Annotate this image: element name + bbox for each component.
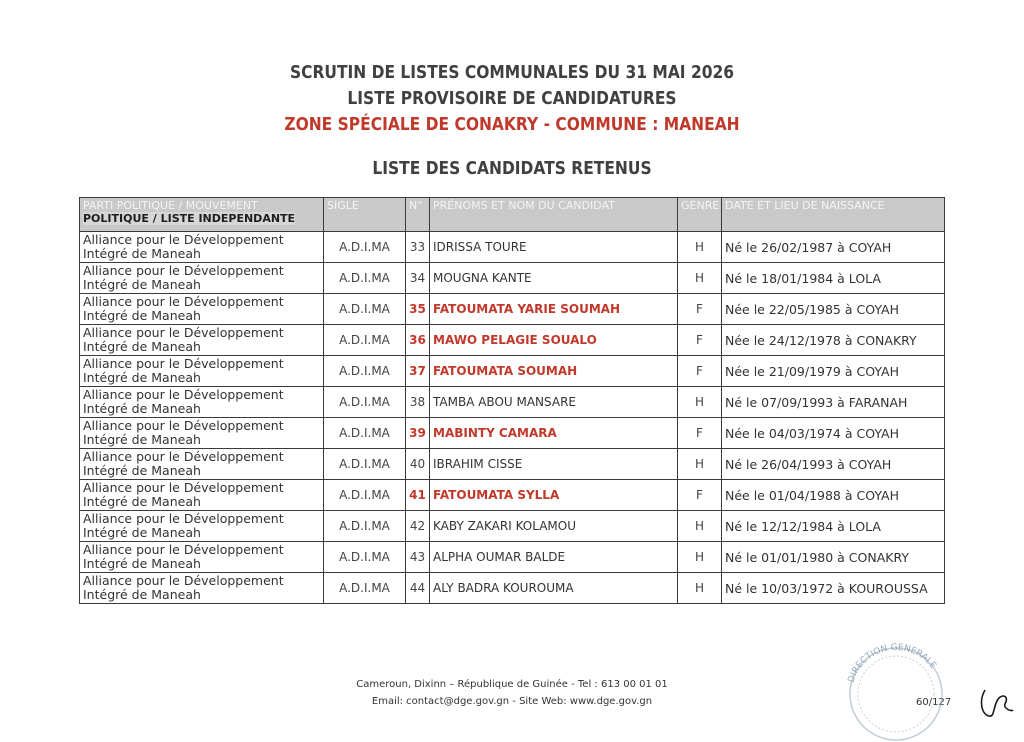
candidate-number-cell: 37	[406, 356, 430, 387]
candidate-name-cell: IBRAHIM CISSE	[430, 449, 678, 480]
candidate-number-cell: 39	[406, 418, 430, 449]
candidate-name-cell: FATOUMATA SYLLA	[430, 480, 678, 511]
birth-info-cell: Né le 26/04/1993 à COYAH	[722, 449, 945, 480]
party-cell	[80, 387, 324, 418]
party-cell	[80, 263, 324, 294]
gender-cell: H	[678, 449, 722, 480]
party-cell	[80, 232, 324, 263]
party-cell	[80, 573, 324, 604]
sigle-cell: A.D.I.MA	[324, 480, 406, 511]
table-row	[80, 542, 945, 573]
birth-info-cell: Né le 18/01/1984 à LOLA	[722, 263, 945, 294]
party-name-line1: Alliance pour le Développement	[83, 480, 284, 495]
sigle-cell: A.D.I.MA	[324, 511, 406, 542]
gender-cell: H	[678, 573, 722, 604]
party-cell	[80, 325, 324, 356]
candidate-name-cell: KABY ZAKARI KOLAMOU	[430, 511, 678, 542]
table-body	[80, 232, 945, 604]
party-name-line2: Intégré de Maneah	[83, 494, 201, 509]
header-genre: GENRE	[678, 198, 722, 232]
party-name-line2: Intégré de Maneah	[83, 246, 201, 261]
party-name-line2: Intégré de Maneah	[83, 432, 201, 447]
party-name-line1: Alliance pour le Développement	[83, 449, 284, 464]
candidates-table	[79, 197, 945, 604]
table-row	[80, 232, 945, 263]
birth-info-cell: Né le 01/01/1980 à CONAKRY	[722, 542, 945, 573]
sigle-cell: A.D.I.MA	[324, 573, 406, 604]
svg-text:DIRECTION GENERALE	[847, 643, 938, 684]
birth-info-cell: Né le 10/03/1972 à KOUROUSSA	[722, 573, 945, 604]
party-name-line1: Alliance pour le Développement	[83, 356, 284, 371]
candidate-number-cell: 43	[406, 542, 430, 573]
footer-address: Cameroun, Dixinn – République de Guinée - Tel : 613 00 01 01	[356, 679, 668, 690]
candidate-number-cell: 38	[406, 387, 430, 418]
document-heading	[0, 60, 1024, 138]
party-name-line2: Intégré de Maneah	[83, 370, 201, 385]
party-name-line2: Intégré de Maneah	[83, 339, 201, 354]
header-num: N°	[406, 198, 430, 232]
candidate-name-cell: FATOUMATA SOUMAH	[430, 356, 678, 387]
header-name: PRÉNOMS ET NOM DU CANDIDAT	[430, 198, 678, 232]
candidate-name-cell: ALPHA OUMAR BALDE	[430, 542, 678, 573]
table-row	[80, 294, 945, 325]
birth-info-cell: Né le 07/09/1993 à FARANAH	[722, 387, 945, 418]
list-type-title: LISTE PROVISOIRE DE CANDIDATURES	[347, 88, 677, 109]
gender-cell: H	[678, 542, 722, 573]
table-row	[80, 573, 945, 604]
birth-info-cell: Née le 01/04/1988 à COYAH	[722, 480, 945, 511]
election-title: SCRUTIN DE LISTES COMMUNALES DU 31 MAI 2026	[289, 62, 735, 83]
sigle-cell: A.D.I.MA	[324, 542, 406, 573]
header-birth: DATE ET LIEU DE NAISSANCE	[722, 198, 945, 232]
sigle-cell: A.D.I.MA	[324, 356, 406, 387]
candidate-name-cell: FATOUMATA YARIE SOUMAH	[430, 294, 678, 325]
table-row	[80, 511, 945, 542]
table-header-row	[80, 198, 945, 232]
header-party-line1: PARTI POLITIQUE / MOUVEMENT	[83, 199, 258, 212]
party-name-line1: Alliance pour le Développement	[83, 263, 284, 278]
candidate-number-cell: 36	[406, 325, 430, 356]
birth-info-cell: Né le 26/02/1987 à COYAH	[722, 232, 945, 263]
party-name-line2: Intégré de Maneah	[83, 308, 201, 323]
stamp-text: DIRECTION GENERALE	[846, 642, 938, 685]
candidate-name-cell: MABINTY CAMARA	[430, 418, 678, 449]
footer-contact: Email: contact@dge.gov.gn - Site Web: www.dge.gov.gn	[371, 696, 653, 707]
candidate-number-cell: 41	[406, 480, 430, 511]
party-name-line1: Alliance pour le Développement	[83, 387, 284, 402]
gender-cell: H	[678, 511, 722, 542]
sigle-cell: A.D.I.MA	[324, 232, 406, 263]
party-cell	[80, 511, 324, 542]
candidate-name-cell: TAMBA ABOU MANSARE	[430, 387, 678, 418]
gender-cell: H	[678, 387, 722, 418]
party-name-line2: Intégré de Maneah	[83, 463, 201, 478]
retained-candidates-title: LISTE DES CANDIDATS RETENUS	[372, 158, 652, 179]
header-party	[80, 198, 324, 232]
party-name-line2: Intégré de Maneah	[83, 277, 201, 292]
birth-info-cell: Née le 04/03/1974 à COYAH	[722, 418, 945, 449]
header-party-line2: POLITIQUE / LISTE INDEPENDANTE	[83, 212, 296, 225]
party-name-line2: Intégré de Maneah	[83, 525, 201, 540]
candidate-name-cell: MAWO PELAGIE SOUALO	[430, 325, 678, 356]
table-row	[80, 418, 945, 449]
party-name-line1: Alliance pour le Développement	[83, 418, 284, 433]
party-name-line1: Alliance pour le Développement	[83, 511, 284, 526]
party-cell	[80, 294, 324, 325]
candidate-name-cell: IDRISSA TOURE	[430, 232, 678, 263]
sigle-cell: A.D.I.MA	[324, 449, 406, 480]
birth-info-cell: Née le 24/12/1978 à CONAKRY	[722, 325, 945, 356]
gender-cell: H	[678, 232, 722, 263]
birth-info-cell: Né le 12/12/1984 à LOLA	[722, 511, 945, 542]
table-row	[80, 449, 945, 480]
candidate-number-cell: 33	[406, 232, 430, 263]
candidate-number-cell: 44	[406, 573, 430, 604]
party-cell	[80, 480, 324, 511]
gender-cell: F	[678, 294, 722, 325]
header-sigle: SIGLE	[324, 198, 406, 232]
candidate-number-cell: 34	[406, 263, 430, 294]
party-cell	[80, 418, 324, 449]
party-name-line1: Alliance pour le Développement	[83, 232, 284, 247]
candidate-name-cell: MOUGNA KANTE	[430, 263, 678, 294]
table-row	[80, 480, 945, 511]
party-name-line1: Alliance pour le Développement	[83, 294, 284, 309]
sigle-cell: A.D.I.MA	[324, 263, 406, 294]
signature	[975, 686, 1015, 722]
party-name-line2: Intégré de Maneah	[83, 401, 201, 416]
gender-cell: F	[678, 480, 722, 511]
candidate-number-cell: 35	[406, 294, 430, 325]
party-name-line1: Alliance pour le Développement	[83, 325, 284, 340]
party-cell	[80, 542, 324, 573]
party-name-line2: Intégré de Maneah	[83, 556, 201, 571]
gender-cell: F	[678, 325, 722, 356]
table-row	[80, 356, 945, 387]
gender-cell: F	[678, 418, 722, 449]
candidate-number-cell: 42	[406, 511, 430, 542]
party-name-line1: Alliance pour le Développement	[83, 542, 284, 557]
party-cell	[80, 449, 324, 480]
page-number: 60/127	[916, 697, 952, 708]
candidate-number-cell: 40	[406, 449, 430, 480]
table-row	[80, 325, 945, 356]
official-stamp	[834, 632, 954, 742]
gender-cell: F	[678, 356, 722, 387]
party-cell	[80, 356, 324, 387]
table-row	[80, 263, 945, 294]
sigle-cell: A.D.I.MA	[324, 418, 406, 449]
sigle-cell: A.D.I.MA	[324, 387, 406, 418]
table-row	[80, 387, 945, 418]
birth-info-cell: Née le 21/09/1979 à COYAH	[722, 356, 945, 387]
zone-commune-title: ZONE SPÉCIALE DE CONAKRY - COMMUNE : MANEAH	[284, 114, 740, 135]
sigle-cell: A.D.I.MA	[324, 325, 406, 356]
candidate-name-cell: ALY BADRA KOUROUMA	[430, 573, 678, 604]
birth-info-cell: Née le 22/05/1985 à COYAH	[722, 294, 945, 325]
sigle-cell: A.D.I.MA	[324, 294, 406, 325]
party-name-line2: Intégré de Maneah	[83, 587, 201, 602]
party-name-line1: Alliance pour le Développement	[83, 573, 284, 588]
gender-cell: H	[678, 263, 722, 294]
